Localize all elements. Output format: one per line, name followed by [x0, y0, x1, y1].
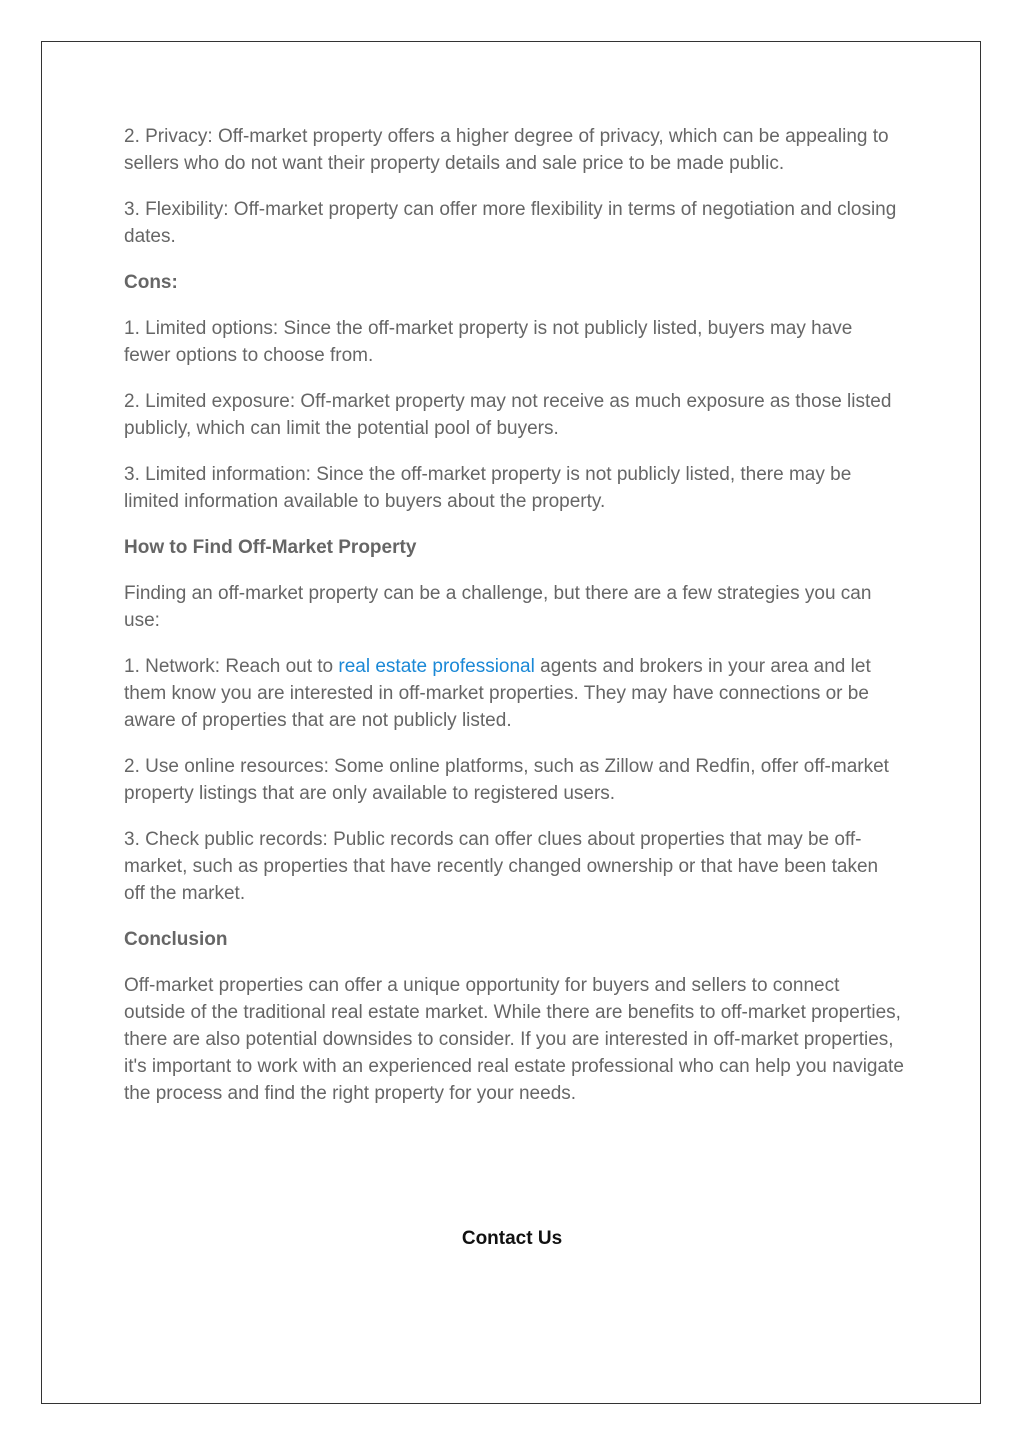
contact-us-link[interactable]: Contact Us: [461, 1228, 563, 1249]
limited-options-paragraph: 1. Limited options: Since the off-market property is not publicly listed, buyers may have fewer options to choose from.: [124, 318, 853, 366]
conclusion-heading: Conclusion: [124, 929, 228, 950]
limited-information-paragraph: 3. Limited information: Since the off-market property is not publicly listed, there may be limited information available to buyers about the property.: [124, 464, 852, 512]
network-text-after: agents and brokers in your area and let them know you are interested in off-market properties. They may have connections or be aware of properties that are not publicly listed.: [124, 656, 871, 731]
network-paragraph: [124, 653, 904, 734]
real-estate-professional-link[interactable]: real estate professional: [338, 656, 535, 677]
privacy-paragraph: 2. Privacy: Off-market property offers a higher degree of privacy, which can be appealing to sellers who do not want their property details and sale price to be made public.: [124, 126, 889, 174]
flexibility-paragraph: 3. Flexibility: Off-market property can offer more flexibility in terms of negotiation and closing dates.: [124, 199, 897, 247]
cons-heading: Cons:: [124, 272, 178, 293]
how-to-find-heading: How to Find Off-Market Property: [124, 537, 417, 558]
page-frame: [41, 41, 981, 1404]
network-text-before: 1. Network: Reach out to: [124, 656, 339, 677]
public-records-paragraph: 3. Check public records: Public records can offer clues about properties that may be off-market, such as properties that have recently changed ownership or that have been taken off the market.: [124, 829, 879, 904]
article-body: [124, 123, 904, 1126]
conclusion-paragraph: Off-market properties can offer a unique opportunity for buyers and sellers to connect outside of the traditional real estate market. While there are benefits to off-market properties, there are also potential downsides to consider. If you are interested in off-market properties, it's important to work with an experienced real estate professional who can help you navigate the process and find the right property for your needs.: [124, 975, 904, 1104]
finding-intro-paragraph: Finding an off-market property can be a challenge, but there are a few strategies you can use:: [124, 583, 872, 631]
online-resources-paragraph: 2. Use online resources: Some online platforms, such as Zillow and Redfin, offer off-market property listings that are only available to registered users.: [124, 756, 889, 804]
limited-exposure-paragraph: 2. Limited exposure: Off-market property may not receive as much exposure as those listed publicly, which can limit the potential pool of buyers.: [124, 391, 892, 439]
